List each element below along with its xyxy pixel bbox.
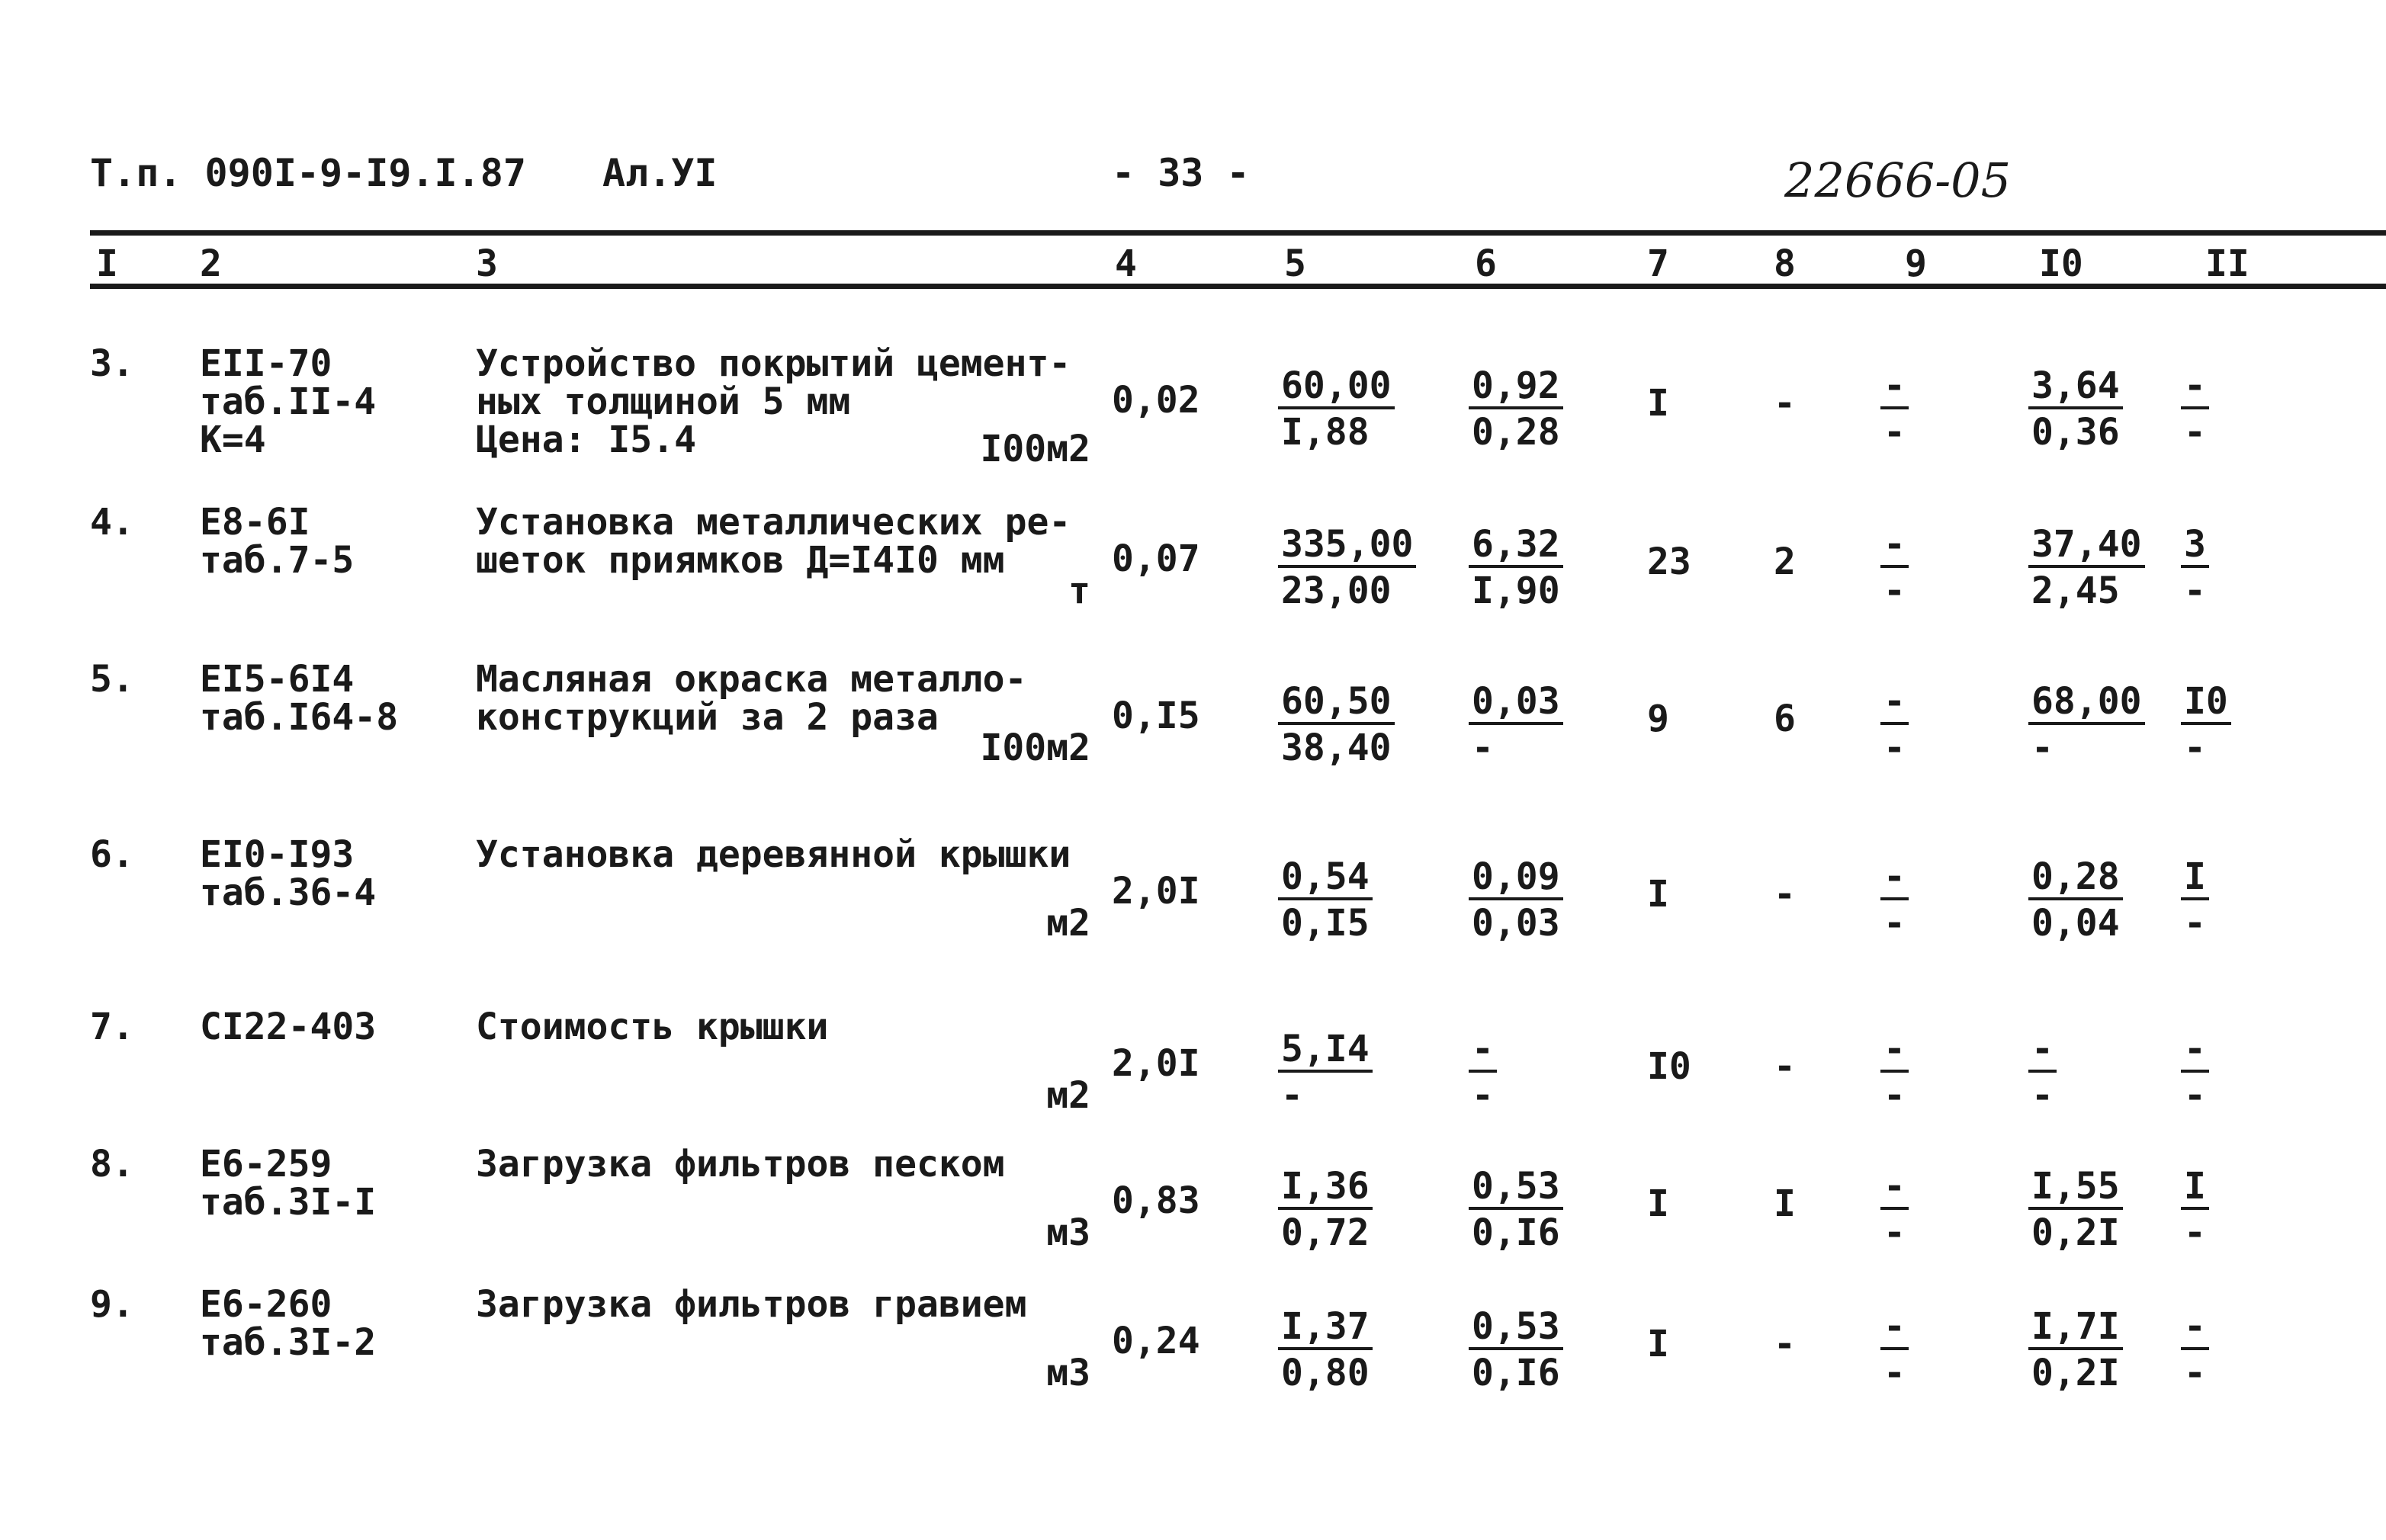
col11-value-numerator: I0 [2181,681,2231,725]
col6-value-denominator: 0,I6 [1472,1211,1560,1254]
col9-value-numerator: - [1880,681,1909,725]
col5-value [1278,1165,1423,1256]
col5-value-denominator: 0,72 [1281,1211,1370,1254]
row-number: 3. [90,342,134,385]
album-label: Ал.УI [602,151,718,195]
col10-value [2028,364,2173,455]
col-header-9: 9 [1905,242,1927,285]
col6-value [1469,680,1614,771]
col5-value-numerator: 60,00 [1278,365,1395,409]
col11-value-numerator: - [2181,365,2209,409]
col-header-3: 3 [476,242,498,285]
col5-value-numerator: 335,00 [1278,524,1416,568]
col8-value: - [1774,873,1796,916]
col9-value-numerator: - [1880,1028,1909,1073]
table-row [0,342,2386,497]
col6-value-denominator: I,90 [1472,569,1560,612]
col5-value-denominator: 0,80 [1281,1352,1370,1394]
col10-value-numerator: 0,28 [2028,856,2123,900]
col6-value [1469,1305,1614,1396]
table-row [0,660,2386,813]
col-header-1: I [96,242,118,285]
col10-value-denominator: - [2031,727,2054,769]
col5-value-numerator: 5,I4 [1278,1028,1373,1073]
col5-value [1278,855,1423,946]
col-header-11: II [2205,242,2250,285]
col9-value-denominator: - [1883,1211,1906,1254]
col11-value-numerator: I [2181,1166,2209,1210]
doc-reference: Т.п. 090I-9-I9.I.87 [90,151,526,195]
table-row [0,1145,2386,1298]
row-number: 5. [90,658,134,701]
col-header-10: I0 [2039,242,2083,285]
row-unit: м3 [1046,1352,1090,1394]
col6-value [1469,364,1614,455]
col5-value-denominator: 0,I5 [1281,902,1370,945]
row-unit: м3 [1046,1211,1090,1254]
col5-value-denominator: I,88 [1281,411,1370,454]
col9-value [1880,1028,2025,1118]
col10-value-denominator: 0,36 [2031,411,2120,454]
col5-value [1278,523,1423,614]
col6-value [1469,523,1614,614]
row-unit: I00м2 [980,727,1090,769]
col6-value-denominator: - [1472,1074,1494,1117]
col11-value-denominator: - [2184,902,2206,945]
page-number: - 33 - [1112,151,1250,195]
row-number: 8. [90,1143,134,1185]
col-header-8: 8 [1774,242,1796,285]
col9-value [1880,364,2025,455]
col9-value-denominator: - [1883,727,1906,769]
col7-value: I [1647,382,1669,425]
col10-value-denominator: - [2031,1074,2054,1117]
row-code: EII-70 таб.II-4 К=4 [200,342,377,461]
col11-value-numerator: - [2181,1028,2209,1073]
row-quantity: 0,02 [1112,379,1200,422]
col6-value [1469,855,1614,946]
row-code: EI5-6I4 таб.I64-8 [200,658,399,739]
row-description: Масляная окраска металло- конструкций за 2 раза [476,658,1027,739]
col8-value: I [1774,1182,1796,1225]
col11-value-denominator: - [2184,1211,2206,1254]
row-description: Установка металлических ре- шеток приямков Д=I4I0 мм [476,501,1071,582]
row-code: E6-260 таб.3I-2 [200,1283,377,1364]
col11-value [2181,1028,2326,1118]
col11-value [2181,364,2326,455]
row-description: Устройство покрытий цемент- ных толщиной 5 мм Цена: I5.4 [476,342,1071,461]
col10-value-numerator: - [2028,1028,2057,1073]
row-quantity: 0,07 [1112,537,1200,580]
row-code: CI22-403 [200,1006,377,1048]
col10-value-numerator: 3,64 [2028,365,2123,409]
col6-value-numerator: 0,09 [1469,856,1563,900]
table-row [0,1285,2386,1438]
col11-value-numerator: 3 [2181,524,2209,568]
col5-value-numerator: I,36 [1278,1166,1373,1210]
col6-value-numerator: 0,92 [1469,365,1563,409]
col5-value [1278,364,1423,455]
col11-value [2181,855,2326,946]
col9-value-denominator: - [1883,1352,1906,1394]
col5-value [1278,1028,1423,1118]
col11-value-denominator: - [2184,411,2206,454]
col6-value-numerator: 6,32 [1469,524,1563,568]
col9-value-denominator: - [1883,1074,1906,1117]
col10-value [2028,680,2173,771]
col10-value-denominator: 0,04 [2031,902,2120,945]
row-quantity: 2,0I [1112,870,1200,913]
col10-value-numerator: I,55 [2028,1166,2123,1210]
col5-value-denominator: - [1281,1074,1303,1117]
row-quantity: 0,I5 [1112,695,1200,737]
col9-value [1880,523,2025,614]
col9-value-numerator: - [1880,1306,1909,1350]
col7-value: I [1647,1323,1669,1365]
row-unit: м2 [1046,1074,1090,1117]
header-top-rule [90,230,2386,236]
row-description: Загрузка фильтров гравием [476,1283,1027,1326]
row-unit: I00м2 [980,428,1090,470]
col8-value: 2 [1774,541,1796,583]
col5-value-denominator: 23,00 [1281,569,1392,612]
col6-value [1469,1028,1614,1118]
col9-value [1880,680,2025,771]
row-number: 4. [90,501,134,544]
row-number: 6. [90,833,134,876]
col11-value [2181,523,2326,614]
col9-value-numerator: - [1880,524,1909,568]
col7-value: 9 [1647,698,1669,740]
col5-value [1278,680,1423,771]
col5-value-numerator: 0,54 [1278,856,1373,900]
col10-value [2028,523,2173,614]
col7-value: 23 [1647,541,1691,583]
col11-value-denominator: - [2184,569,2206,612]
table-row [0,503,2386,656]
col10-value-numerator: 37,40 [2028,524,2145,568]
col6-value-denominator: - [1472,727,1494,769]
col9-value [1880,1165,2025,1256]
col8-value: - [1774,1045,1796,1088]
handwritten-code: 22666-05 [1784,152,2012,208]
col-header-5: 5 [1284,242,1306,285]
row-description: Стоимость крышки [476,1006,829,1048]
col11-value [2181,680,2326,771]
col9-value-numerator: - [1880,365,1909,409]
col10-value [2028,1165,2173,1256]
row-quantity: 0,24 [1112,1320,1200,1362]
row-description: Установка деревянной крышки [476,833,1071,876]
col9-value [1880,855,2025,946]
col-header-4: 4 [1115,242,1137,285]
col9-value-numerator: - [1880,856,1909,900]
col11-value-numerator: I [2181,856,2209,900]
col11-value-denominator: - [2184,1074,2206,1117]
col-header-2: 2 [200,242,222,285]
col9-value-numerator: - [1880,1166,1909,1210]
col9-value-denominator: - [1883,569,1906,612]
col-header-6: 6 [1475,242,1497,285]
col10-value-denominator: 0,2I [2031,1352,2120,1394]
col10-value-denominator: 2,45 [2031,569,2120,612]
col8-value: 6 [1774,698,1796,740]
col10-value-numerator: I,7I [2028,1306,2123,1350]
row-quantity: 0,83 [1112,1179,1200,1222]
col6-value-denominator: 0,28 [1472,411,1560,454]
col11-value-denominator: - [2184,1352,2206,1394]
col10-value [2028,1305,2173,1396]
col6-value-denominator: 0,03 [1472,902,1560,945]
col5-value-numerator: 60,50 [1278,681,1395,725]
col7-value: I [1647,873,1669,916]
col8-value: - [1774,382,1796,425]
row-unit: т [1068,569,1090,612]
row-description: Загрузка фильтров песком [476,1143,1005,1185]
row-code: E8-6I таб.7-5 [200,501,355,582]
col10-value-numerator: 68,00 [2028,681,2145,725]
col10-value [2028,855,2173,946]
col7-value: I [1647,1182,1669,1225]
row-quantity: 2,0I [1112,1042,1200,1085]
col5-value [1278,1305,1423,1396]
col9-value-denominator: - [1883,411,1906,454]
col8-value: - [1774,1323,1796,1365]
col7-value: I0 [1647,1045,1691,1088]
row-number: 9. [90,1283,134,1326]
col6-value-denominator: 0,I6 [1472,1352,1560,1394]
row-code: EI0-I93 таб.36-4 [200,833,377,914]
col6-value-numerator: 0,03 [1469,681,1563,725]
row-unit: м2 [1046,902,1090,945]
row-code: E6-259 таб.3I-I [200,1143,377,1224]
col11-value [2181,1165,2326,1256]
col6-value [1469,1165,1614,1256]
col11-value-numerator: - [2181,1306,2209,1350]
table-row [0,1008,2386,1160]
col9-value [1880,1305,2025,1396]
col9-value-denominator: - [1883,902,1906,945]
col10-value [2028,1028,2173,1118]
row-number: 7. [90,1006,134,1048]
col5-value-numerator: I,37 [1278,1306,1373,1350]
col11-value [2181,1305,2326,1396]
col6-value-numerator: - [1469,1028,1497,1073]
col6-value-numerator: 0,53 [1469,1166,1563,1210]
col-header-7: 7 [1647,242,1669,285]
col11-value-denominator: - [2184,727,2206,769]
table-row [0,833,2386,988]
col5-value-denominator: 38,40 [1281,727,1392,769]
col10-value-denominator: 0,2I [2031,1211,2120,1254]
col6-value-numerator: 0,53 [1469,1306,1563,1350]
